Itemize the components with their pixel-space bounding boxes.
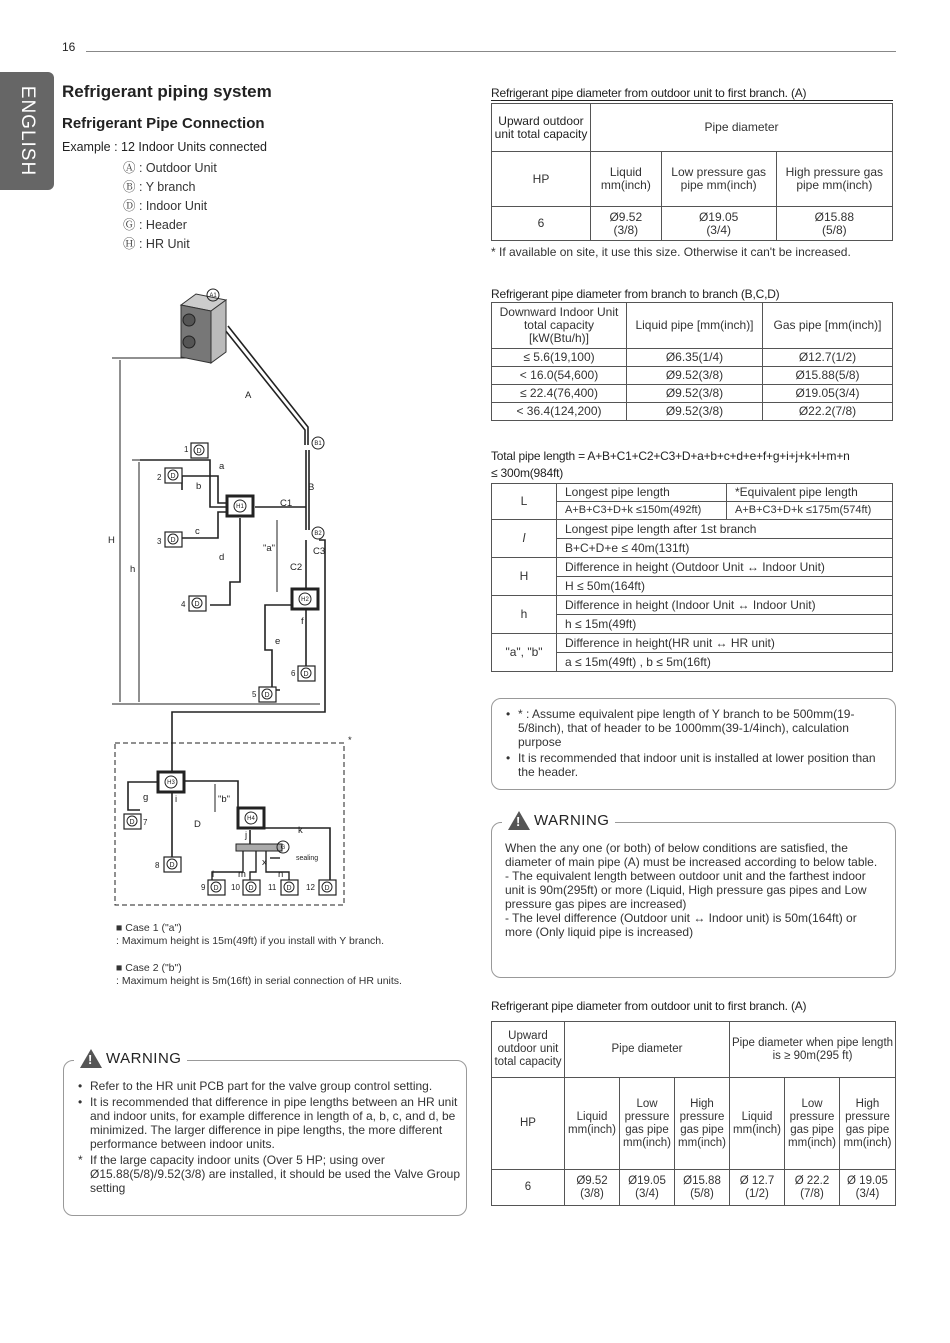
unit-number: 10 — [231, 883, 240, 892]
warning-icon — [508, 811, 530, 830]
table-cell — [661, 207, 776, 241]
table-cell: 6 — [492, 207, 591, 241]
indoor-unit-glyph: D — [194, 601, 200, 608]
label-j: j — [245, 830, 248, 841]
cell-value: Ø 12.7 — [739, 1174, 775, 1187]
table-branch-to-branch — [491, 302, 893, 421]
case-heading: ■ Case 2 ("b") — [116, 962, 182, 974]
cell-value: (7/8) — [800, 1187, 824, 1200]
table-cell — [591, 207, 662, 241]
label-d: d — [219, 552, 225, 563]
warning-item: • It is recommended that difference in pipe lengths between an HR unit and indoor units, for example difference in length of a, b, c, and d, be minimized. The larger difference in pipe lengths, the more different performance between indoor units. — [78, 1095, 463, 1151]
unit-number: 2 — [157, 473, 162, 482]
table-pipe-length-limits — [491, 483, 893, 672]
indoor-unit-glyph: D — [196, 448, 202, 455]
case-text: : Maximum height is 5m(16ft) in serial connection of HR units. — [116, 975, 402, 987]
label-c2: C2 — [290, 562, 303, 573]
note-box — [491, 698, 896, 790]
table-cell: *Equivalent pipe length — [727, 484, 893, 502]
indoor-unit-glyph: D — [264, 692, 270, 699]
cell-value: (5/8) — [690, 1187, 714, 1200]
cell-value: (3/8) — [580, 1187, 604, 1200]
label-b: b — [196, 481, 202, 492]
table-first-branch — [491, 103, 893, 241]
table-cell: 6 — [492, 1170, 565, 1206]
cell-value: Ø19.05 — [698, 209, 739, 224]
indoor-unit-glyph: D — [129, 819, 135, 826]
label-star: * — [348, 735, 352, 746]
unit-number: 6 — [291, 669, 296, 678]
indoor-unit-glyph: D — [286, 885, 292, 892]
page-number: 16 — [62, 40, 76, 54]
table-cell: Longest pipe length — [557, 484, 727, 502]
warning-box-left — [63, 1050, 467, 1216]
table-header: Low pressure gas pipe mm(inch) — [661, 152, 776, 207]
case-text: : Maximum height is 15m(49ft) if you install with Y branch. — [116, 935, 385, 947]
label-pipe-b: B — [308, 482, 315, 493]
table-header: Low pressure gas pipe mm(inch) — [785, 1078, 840, 1170]
unit-number: 4 — [181, 600, 186, 609]
warning-title: WARNING — [534, 812, 610, 829]
indoor-unit-glyph: D — [170, 473, 176, 480]
marker-a1: A1 — [209, 293, 217, 299]
piping-diagram — [100, 280, 360, 910]
table-cell — [620, 1170, 675, 1206]
marker-g: G — [280, 845, 286, 851]
marker-h2: H2 — [301, 597, 309, 603]
warning-list — [78, 1079, 463, 1197]
language-tab — [0, 72, 54, 190]
unit-number: 3 — [157, 537, 162, 546]
cell-value: (3/4) — [706, 222, 731, 237]
table-cell: Difference in height (Outdoor Unit ↔ Indoor Unit) — [557, 558, 893, 577]
label-a: a — [219, 461, 225, 472]
label-c: c — [195, 526, 200, 537]
total-length-line1: Total pipe length = A+B+C1+C2+C3+D+a+b+c+d+e+f+g+i+j+k+l+m+n — [491, 449, 850, 463]
label-l: l — [212, 869, 215, 880]
indoor-unit-glyph: D — [248, 885, 254, 892]
label-f: f — [301, 616, 304, 627]
label-k: k — [298, 825, 303, 836]
table1-note: * If available on site, it use this size. Otherwise it can't be increased. — [491, 245, 851, 259]
indoor-unit-glyph: D — [169, 862, 175, 869]
table-cell: Ø19.05(3/4) — [763, 385, 893, 403]
table-cell: < 36.4(124,200) — [492, 403, 627, 421]
table-cell: Ø9.52(3/8) — [627, 367, 763, 385]
table-cell: ≤ 5.6(19,100) — [492, 349, 627, 367]
cell-value: (3/4) — [855, 1187, 880, 1200]
indoor-unit-glyph: D — [170, 537, 176, 544]
cell-value: Ø15.88 — [683, 1174, 721, 1187]
marker-h3: H3 — [167, 780, 175, 786]
table-cell: Difference in height(HR unit ↔ HR unit) — [557, 634, 893, 653]
warning-box-right — [491, 812, 896, 978]
legend-item: Ⓗ : HR Unit — [123, 237, 190, 251]
table-cell — [840, 1170, 896, 1206]
table1-caption: Refrigerant pipe diameter from outdoor unit to first branch. (A) — [491, 86, 807, 100]
table-header: Pipe diameter — [591, 104, 893, 152]
warning-body — [505, 841, 887, 939]
table-cell — [730, 1170, 785, 1206]
warning-item: - The level difference (Outdoor unit ↔ Indoor unit) is 50m(164ft) or more (Only liquid pipe is increased) — [505, 911, 857, 939]
warning-item: * If the large capacity indoor units (Over 5 HP; using over Ø15.88(5/8)/9.52(3/8) are installed, it should be used the Valve Group setting — [78, 1153, 463, 1195]
label-D: D — [194, 819, 201, 830]
legend-item: Ⓐ : Outdoor Unit — [123, 161, 217, 175]
label-m: m — [238, 869, 246, 880]
note-item: • * : Assume equivalent pipe length of Y branch to be 500mm(19-5/8inch), that of header to be 1000mm(39-1/4inch), calculation purpose — [506, 707, 891, 749]
table-header: Liquid mm(inch) — [591, 152, 662, 207]
table-cell — [565, 1170, 620, 1206]
note-list — [506, 707, 891, 781]
warning-header — [502, 811, 615, 830]
unit-number: 12 — [306, 883, 315, 892]
table-cell: "a", "b" — [492, 634, 557, 672]
cell-value: Ø9.52 — [609, 209, 643, 224]
table-cell: l — [492, 520, 557, 558]
unit-number: 8 — [155, 861, 160, 870]
label-pipe-a-main: A — [245, 390, 252, 401]
table-cell: HP — [492, 1078, 565, 1170]
label-i: i — [175, 794, 178, 805]
table-cell: H — [492, 558, 557, 596]
marker-h1: H1 — [236, 504, 244, 510]
cell-value: (1/2) — [745, 1187, 769, 1200]
legend-list — [123, 159, 217, 254]
table-header: Liquid pipe [mm(inch)] — [627, 303, 763, 349]
total-length-line2: ≤ 300m(984ft) — [491, 466, 564, 480]
case-heading: ■ Case 1 ("a") — [116, 922, 182, 934]
table-cell: Ø9.52(3/8) — [627, 385, 763, 403]
warning-item: • Refer to the HR unit PCB part for the valve group control setting. — [78, 1079, 463, 1093]
cell-value: Ø19.05 — [628, 1174, 666, 1187]
table-header: Gas pipe [mm(inch)] — [763, 303, 893, 349]
language-label: ENGLISH — [17, 85, 38, 177]
table-cell: A+B+C3+D+k ≤175m(574ft) — [727, 502, 893, 520]
table-cell: A+B+C3+D+k ≤150m(492ft) — [557, 502, 727, 520]
table-header: High pressure gas pipe mm(inch) — [840, 1078, 896, 1170]
cell-value: Ø 22.2 — [794, 1174, 830, 1187]
table-cell: Longest pipe length after 1st branch — [557, 520, 893, 539]
table-cell: a ≤ 15m(49ft) , b ≤ 5m(16ft) — [557, 653, 893, 672]
warning-title: WARNING — [106, 1050, 182, 1067]
table-header: Pipe diameter — [565, 1022, 730, 1078]
table-header: Downward Indoor Unit total capacity [kW(Btu/h)] — [492, 303, 627, 349]
table-header: Liquid mm(inch) — [565, 1078, 620, 1170]
table-cell — [785, 1170, 840, 1206]
cell-value: (3/4) — [635, 1187, 659, 1200]
table-cell — [776, 207, 892, 241]
label-height: H — [108, 535, 115, 546]
table-cell: Ø22.2(7/8) — [763, 403, 893, 421]
table-header: Upward outdoor unit total capacity — [492, 104, 591, 152]
legend-item: Ⓓ : Indoor Unit — [123, 199, 208, 213]
warning-item: - The equivalent length between outdoor unit and the farthest indoor unit is 90m(295ft) or more (Liquid, High pressure gas pipes and Low pressure gas pipes are increased) — [505, 869, 867, 911]
marker-h4: H4 — [247, 816, 255, 822]
label-e: e — [275, 636, 281, 647]
unit-number: 7 — [143, 818, 148, 827]
unit-number: 11 — [268, 883, 277, 892]
label-quoted-a: "a" — [263, 543, 276, 554]
table-cell: Ø9.52(3/8) — [627, 403, 763, 421]
legend-item: Ⓖ : Header — [123, 218, 187, 232]
section-subtitle: Refrigerant Pipe Connection — [62, 115, 265, 132]
indoor-unit-glyph: D — [213, 885, 219, 892]
caption-rule — [491, 100, 893, 101]
indoor-unit-glyph: D — [303, 671, 309, 678]
warning-icon — [80, 1049, 102, 1068]
table-header: Low pressure gas pipe mm(inch) — [620, 1078, 675, 1170]
cell-value: Ø 19.05 — [847, 1174, 888, 1187]
table-header: Upward outdoor unit total capacity — [492, 1022, 565, 1078]
table-cell: HP — [492, 152, 591, 207]
table-cell: Ø15.88(5/8) — [763, 367, 893, 385]
marker-b2: B2 — [314, 531, 322, 537]
table-cell — [675, 1170, 730, 1206]
table-cell: < 16.0(54,600) — [492, 367, 627, 385]
warning-intro: When the any one (or both) of below conditions are satisfied, the diameter of main pipe (A) must be increased according to below table. — [505, 841, 878, 869]
table-cell: Ø6.35(1/4) — [627, 349, 763, 367]
indoor-unit-glyph: D — [324, 885, 330, 892]
label-sealing: sealing — [296, 855, 319, 862]
label-c3: C3 — [313, 546, 326, 557]
label-quoted-b: "b" — [218, 794, 231, 805]
table-cell: H ≤ 50m(164ft) — [557, 577, 893, 596]
table-cell: B+C+D+e ≤ 40m(131ft) — [557, 539, 893, 558]
table-cell: h ≤ 15m(49ft) — [557, 615, 893, 634]
label-n: n — [278, 869, 284, 880]
marker-b1: B1 — [314, 441, 322, 447]
table-cell: h — [492, 596, 557, 634]
case-notes — [116, 922, 402, 1002]
unit-number: 1 — [184, 445, 189, 454]
label-h: h — [130, 564, 136, 575]
table-header: High pressure gas pipe mm(inch) — [776, 152, 892, 207]
legend-item: Ⓑ : Y branch — [123, 180, 196, 194]
table-header: High pressure gas pipe mm(inch) — [675, 1078, 730, 1170]
label-x: x — [262, 857, 267, 868]
unit-number: 5 — [252, 690, 257, 699]
unit-number: 9 — [201, 883, 206, 892]
label-c1: C1 — [280, 498, 293, 509]
table-cell: ≤ 22.4(76,400) — [492, 385, 627, 403]
table-cell: Difference in height (Indoor Unit ↔ Indoor Unit) — [557, 596, 893, 615]
table-first-branch-extended — [491, 1021, 896, 1206]
table-header: Liquid mm(inch) — [730, 1078, 785, 1170]
cell-value: (5/8) — [821, 222, 847, 237]
cell-value: (3/8) — [613, 222, 639, 237]
cell-value: Ø15.88 — [814, 209, 855, 224]
table2-caption: Refrigerant pipe diameter from branch to branch (B,C,D) — [491, 287, 780, 301]
example-line: Example : 12 Indoor Units connected — [62, 140, 267, 154]
section-title: Refrigerant piping system — [62, 82, 272, 101]
cell-value: Ø9.52 — [576, 1174, 608, 1187]
table4-caption: Refrigerant pipe diameter from outdoor unit to first branch. (A) — [491, 999, 807, 1013]
warning-header — [74, 1049, 187, 1068]
note-item: • It is recommended that indoor unit is installed at lower position than the header. — [506, 751, 891, 779]
header-rule — [86, 51, 896, 52]
table-cell: Ø12.7(1/2) — [763, 349, 893, 367]
label-g: g — [143, 792, 149, 803]
table-cell: L — [492, 484, 557, 520]
table-header: Pipe diameter when pipe length is ≥ 90m(295 ft) — [730, 1022, 896, 1078]
